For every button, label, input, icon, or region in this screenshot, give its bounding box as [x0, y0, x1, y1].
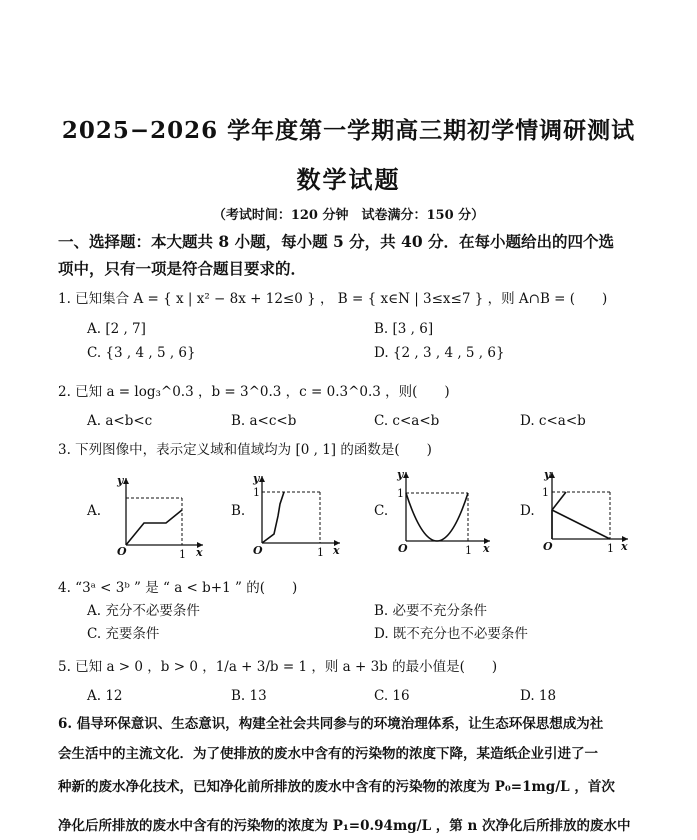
graph-c-x-one: 1: [465, 544, 472, 557]
section-line-2: 项中，只有一项是符合题目要求的．: [58, 259, 307, 278]
exam-info: （考试时间：120 分钟 试卷满分：150 分）: [212, 208, 485, 223]
q6-line-1: 6. 倡导环保意识、生态意识，构建全社会共同参与的环境治理体系，让生态环保思想成为社: [58, 716, 604, 732]
graph-c-origin: O: [398, 542, 408, 555]
q2-option-d: D. c<a<b: [520, 413, 586, 429]
question-1-stem: 1. 已知集合 A = { x | x² − 8x + 12≤0 } ， B = { x∈N | 3≤x≤7 } ，则 A∩B = ( ): [58, 291, 608, 307]
graph-d-origin: O: [543, 540, 553, 553]
graph-d-y-label: y: [544, 468, 551, 481]
q1-option-b: B. [3 , 6]: [374, 321, 434, 337]
graph-a-x-one: 1: [179, 548, 186, 560]
q6-line-4: 净化后所排放的废水中含有的污染物的浓度为 P₁=0.94mg/L ，第 n 次净化后所排放的废水中: [58, 818, 631, 834]
q4-option-a: A. 充分不必要条件: [87, 603, 200, 619]
graph-b-y-one: 1: [253, 486, 260, 499]
q3-graph-c: [390, 466, 500, 558]
q3-graph-b: [248, 470, 348, 560]
q3-option-a-label: A.: [87, 503, 102, 519]
q1-option-a: A. [2 , 7]: [87, 321, 146, 337]
q3-graph-a: [108, 470, 208, 560]
section-heading: [58, 228, 658, 282]
q4-option-c: C. 充要条件: [87, 626, 160, 642]
graph-d-y-one: 1: [542, 486, 549, 499]
graph-a-origin: O: [117, 545, 127, 558]
q2-option-b: B. a<c<b: [231, 413, 297, 429]
question-2-stem: 2. 已知 a = log₃^0.3 ，b = 3^0.3 ，c = 0.3^0.3 ，则( ): [58, 384, 450, 400]
question-3-stem: 3. 下列图像中，表示定义域和值域均为 [0 , 1] 的函数是( ): [58, 442, 432, 458]
q2-option-c: C. c<a<b: [374, 413, 440, 429]
q5-option-d: D. 18: [520, 688, 557, 704]
question-4-stem: 4. “3ᵃ < 3ᵇ ” 是 “ a < b+1 ” 的( ): [58, 580, 298, 596]
graph-b-origin: O: [253, 544, 263, 557]
graph-c-y-one: 1: [397, 487, 404, 500]
q2-option-a: A. a<b<c: [87, 413, 153, 429]
q3-option-c-label: C.: [374, 503, 389, 519]
graph-c-x-label: x: [483, 542, 490, 555]
question-5-stem: 5. 已知 a > 0 ，b > 0 ，1/a + 3/b = 1 ，则 a + 3b 的最小值是( ): [58, 659, 498, 675]
q4-option-b: B. 必要不充分条件: [374, 603, 488, 619]
q5-option-a: A. 12: [87, 688, 123, 704]
graph-b-y-label: y: [253, 472, 260, 485]
q6-line-2: 会生活中的主流文化．为了使排放的废水中含有的污染物的浓度下降，某造纸企业引进了一: [58, 746, 598, 762]
q1-option-d: D. {2 , 3 , 4 , 5 , 6}: [374, 345, 505, 361]
page-subtitle: 数学试题: [296, 165, 401, 194]
q3-option-b-label: B.: [231, 503, 246, 519]
q5-option-b: B. 13: [231, 688, 267, 704]
graph-a-x-label: x: [196, 546, 203, 559]
q3-option-d-label: D.: [520, 503, 535, 519]
graph-b-x-one: 1: [317, 546, 324, 559]
graph-b-x-label: x: [333, 544, 340, 557]
graph-d-x-one: 1: [607, 542, 614, 555]
page-title: 2025−2026 学年度第一学期高三期初学情调研测试: [61, 117, 636, 144]
q1-option-c: C. {3 , 4 , 5 , 6}: [87, 345, 196, 361]
graph-d-x-label: x: [621, 540, 628, 553]
q6-line-3: 种新的废水净化技术，已知净化前所排放的废水中含有的污染物的浓度为 P₀=1mg/L ，首次: [58, 779, 615, 795]
section-line-1: 一、选择题：本大题共 8 小题，每小题 5 分，共 40 分．在每小题给出的四个选: [58, 232, 615, 251]
q3-graph-d: [538, 466, 638, 556]
q5-option-c: C. 16: [374, 688, 410, 704]
q4-option-d: D. 既不充分也不必要条件: [374, 626, 528, 642]
graph-c-y-label: y: [397, 468, 404, 481]
graph-a-y-label: y: [117, 474, 124, 487]
